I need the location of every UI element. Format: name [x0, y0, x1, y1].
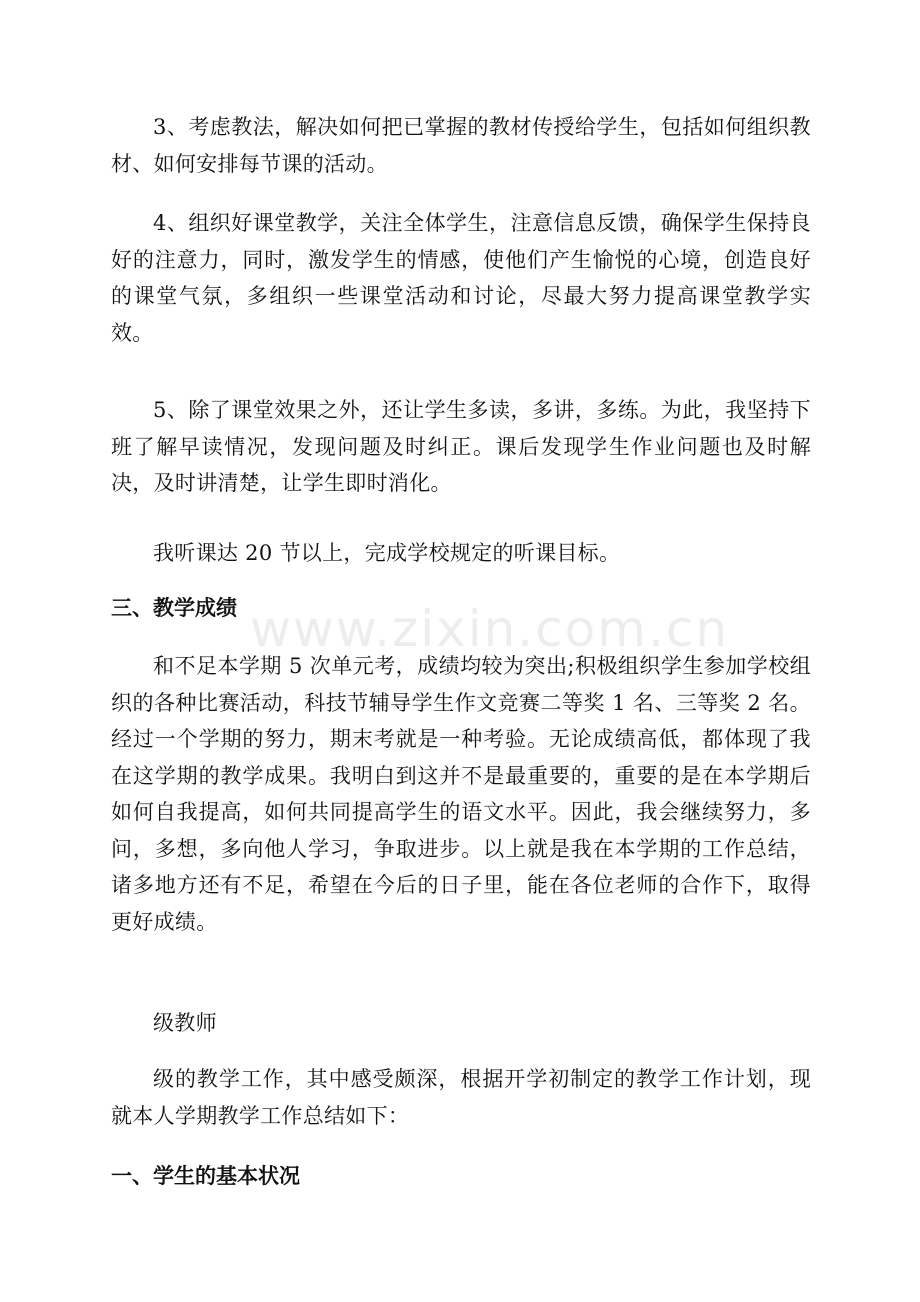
- paragraph-5-practice: [111, 392, 811, 502]
- paragraph-lesson-observation: [111, 535, 811, 572]
- paragraph-text: 4、组织好课堂教学，关注全体学生，注意信息反馈，确保学生保持良好的注意力，同时，激发学生的情感，使他们产生愉悦的心境，创造良好的课堂气氛，多组织一些课堂活动和讨论，尽最大努力提高课堂教学实效。: [111, 211, 811, 345]
- section-heading-student-status: [111, 1158, 811, 1195]
- paragraph-text: 5、除了课堂效果之外，还让学生多读，多讲，多练。为此，我坚持下班了解早读情况，发现问题及时纠正。课后发现学生作业问题也及时解决，及时讲清楚，让学生即时消化。: [111, 398, 811, 495]
- watermark: www.zixin.com.cn: [250, 600, 730, 658]
- heading-text: 一、学生的基本状况: [111, 1164, 300, 1188]
- paragraph-3-teaching-method: [111, 109, 811, 182]
- paragraph-text: 级的教学工作，其中感受颇深，根据开学初制定的教学工作计划，现就本人学期教学工作总结如下：: [111, 1067, 811, 1128]
- paragraph-text: 和不足本学期 5 次单元考，成绩均较为突出;积极组织学生参加学校组织的各种比赛活动，科技节辅导学生作文竞赛二等奖 1 名、三等奖 2 名。经过一个学期的努力，期末考就是一种考验。无论成绩高低，都体现了我在这学期的教学成果。我明白到这并不是最重要的，重要的是在本学期后如何自我提高，如何共同提高学生的语文水平。因此，我会继续努力，多问，多想，多向他人学习，争取进步。以上就是我在本学期的工作总结，诸多地方还有不足，希望在今后的日子里，能在各位老师的合作下，取得更好成绩。: [111, 654, 811, 934]
- paragraph-text: 我听课达 20 节以上，完成学校规定的听课目标。: [153, 541, 621, 565]
- section-heading-teaching-results: [111, 590, 811, 627]
- paragraph-results: [111, 648, 811, 940]
- paragraph-4-classroom-teaching: [111, 205, 811, 351]
- heading-text: 三、教学成绩: [111, 596, 237, 620]
- paragraph-text: 级教师: [153, 1011, 217, 1035]
- paragraph-summary-intro: [111, 1061, 811, 1134]
- paragraph-text: 3、考虑教法，解决如何把已掌握的教材传授给学生，包括如何组织教材、如何安排每节课的活动。: [111, 115, 811, 176]
- paragraph-teacher-level: [111, 1005, 811, 1042]
